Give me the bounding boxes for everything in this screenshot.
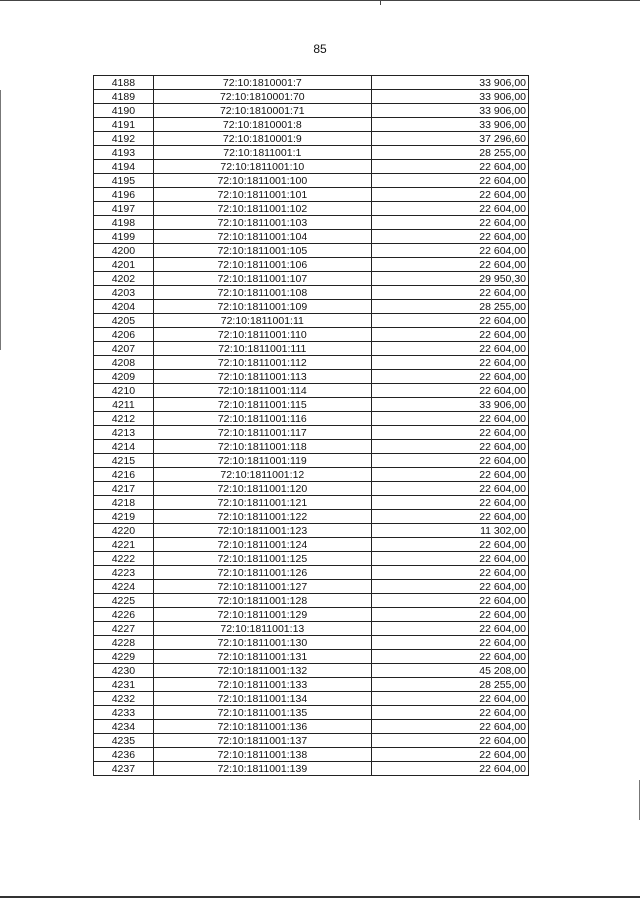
- table-row: [94, 216, 529, 230]
- table-row: [94, 342, 529, 356]
- cadastral-table-wrapper: [93, 75, 529, 776]
- table-row: [94, 636, 529, 650]
- amount-cell: 22 604,00: [371, 384, 528, 398]
- amount-cell: 22 604,00: [371, 552, 528, 566]
- cadastral-number-cell: 72:10:1811001:128: [153, 594, 371, 608]
- cadastral-number-cell: 72:10:1811001:126: [153, 566, 371, 580]
- table-row: [94, 678, 529, 692]
- cadastral-number-cell: 72:10:1811001:125: [153, 552, 371, 566]
- row-number-cell: 4211: [94, 398, 154, 412]
- table-row: [94, 748, 529, 762]
- amount-cell: 22 604,00: [371, 510, 528, 524]
- top-scan-edge: [0, 0, 640, 1]
- cadastral-number-cell: 72:10:1811001:107: [153, 272, 371, 286]
- row-number-cell: 4200: [94, 244, 154, 258]
- cadastral-number-cell: 72:10:1811001:121: [153, 496, 371, 510]
- row-number-cell: 4196: [94, 188, 154, 202]
- row-number-cell: 4213: [94, 426, 154, 440]
- row-number-cell: 4230: [94, 664, 154, 678]
- table-row: [94, 706, 529, 720]
- row-number-cell: 4216: [94, 468, 154, 482]
- cadastral-number-cell: 72:10:1811001:101: [153, 188, 371, 202]
- row-number-cell: 4209: [94, 370, 154, 384]
- amount-cell: 22 604,00: [371, 538, 528, 552]
- row-number-cell: 4192: [94, 132, 154, 146]
- cadastral-number-cell: 72:10:1811001:117: [153, 426, 371, 440]
- row-number-cell: 4228: [94, 636, 154, 650]
- amount-cell: 29 950,30: [371, 272, 528, 286]
- amount-cell: 33 906,00: [371, 76, 528, 90]
- table-row: [94, 426, 529, 440]
- row-number-cell: 4221: [94, 538, 154, 552]
- row-number-cell: 4198: [94, 216, 154, 230]
- row-number-cell: 4218: [94, 496, 154, 510]
- cadastral-number-cell: 72:10:1811001:122: [153, 510, 371, 524]
- cadastral-number-cell: 72:10:1811001:1: [153, 146, 371, 160]
- table-row: [94, 468, 529, 482]
- amount-cell: 28 255,00: [371, 678, 528, 692]
- table-row: [94, 328, 529, 342]
- cadastral-number-cell: 72:10:1811001:105: [153, 244, 371, 258]
- amount-cell: 45 208,00: [371, 664, 528, 678]
- cadastral-number-cell: 72:10:1811001:115: [153, 398, 371, 412]
- amount-cell: 33 906,00: [371, 90, 528, 104]
- row-number-cell: 4206: [94, 328, 154, 342]
- table-row: [94, 398, 529, 412]
- table-row: [94, 356, 529, 370]
- cadastral-number-cell: 72:10:1811001:116: [153, 412, 371, 426]
- cadastral-number-cell: 72:10:1811001:134: [153, 692, 371, 706]
- cadastral-number-cell: 72:10:1811001:119: [153, 454, 371, 468]
- cadastral-number-cell: 72:10:1811001:127: [153, 580, 371, 594]
- amount-cell: 22 604,00: [371, 720, 528, 734]
- table-row: [94, 650, 529, 664]
- cadastral-number-cell: 72:10:1811001:104: [153, 230, 371, 244]
- table-row: [94, 146, 529, 160]
- amount-cell: 22 604,00: [371, 706, 528, 720]
- table-row: [94, 104, 529, 118]
- table-row: [94, 244, 529, 258]
- cadastral-number-cell: 72:10:1811001:11: [153, 314, 371, 328]
- amount-cell: 22 604,00: [371, 188, 528, 202]
- amount-cell: 22 604,00: [371, 202, 528, 216]
- row-number-cell: 4234: [94, 720, 154, 734]
- cadastral-number-cell: 72:10:1810001:8: [153, 118, 371, 132]
- table-row: [94, 202, 529, 216]
- table-row: [94, 118, 529, 132]
- amount-cell: 22 604,00: [371, 244, 528, 258]
- cadastral-number-cell: 72:10:1811001:102: [153, 202, 371, 216]
- cadastral-number-cell: 72:10:1811001:13: [153, 622, 371, 636]
- cadastral-number-cell: 72:10:1811001:135: [153, 706, 371, 720]
- table-row: [94, 692, 529, 706]
- table-row: [94, 664, 529, 678]
- amount-cell: 33 906,00: [371, 104, 528, 118]
- table-row: [94, 314, 529, 328]
- table-row: [94, 440, 529, 454]
- row-number-cell: 4195: [94, 174, 154, 188]
- cadastral-number-cell: 72:10:1811001:10: [153, 160, 371, 174]
- left-scan-edge: [0, 90, 1, 350]
- row-number-cell: 4201: [94, 258, 154, 272]
- table-row: [94, 552, 529, 566]
- table-row: [94, 132, 529, 146]
- table-row: [94, 594, 529, 608]
- top-tick-mark: [380, 0, 381, 5]
- table-row: [94, 734, 529, 748]
- table-row: [94, 412, 529, 426]
- row-number-cell: 4227: [94, 622, 154, 636]
- cadastral-number-cell: 72:10:1811001:112: [153, 356, 371, 370]
- row-number-cell: 4229: [94, 650, 154, 664]
- amount-cell: 22 604,00: [371, 468, 528, 482]
- cadastral-number-cell: 72:10:1811001:123: [153, 524, 371, 538]
- table-row: [94, 580, 529, 594]
- amount-cell: 33 906,00: [371, 118, 528, 132]
- row-number-cell: 4222: [94, 552, 154, 566]
- cadastral-table: [93, 75, 529, 776]
- row-number-cell: 4210: [94, 384, 154, 398]
- amount-cell: 33 906,00: [371, 398, 528, 412]
- row-number-cell: 4212: [94, 412, 154, 426]
- cadastral-number-cell: 72:10:1811001:111: [153, 342, 371, 356]
- row-number-cell: 4225: [94, 594, 154, 608]
- table-row: [94, 300, 529, 314]
- row-number-cell: 4217: [94, 482, 154, 496]
- row-number-cell: 4190: [94, 104, 154, 118]
- row-number-cell: 4232: [94, 692, 154, 706]
- amount-cell: 22 604,00: [371, 426, 528, 440]
- cadastral-number-cell: 72:10:1811001:130: [153, 636, 371, 650]
- table-row: [94, 174, 529, 188]
- amount-cell: 22 604,00: [371, 692, 528, 706]
- cadastral-number-cell: 72:10:1811001:12: [153, 468, 371, 482]
- table-row: [94, 370, 529, 384]
- table-row: [94, 258, 529, 272]
- amount-cell: 22 604,00: [371, 636, 528, 650]
- amount-cell: 22 604,00: [371, 342, 528, 356]
- amount-cell: 22 604,00: [371, 748, 528, 762]
- cadastral-number-cell: 72:10:1811001:137: [153, 734, 371, 748]
- amount-cell: 22 604,00: [371, 762, 528, 776]
- cadastral-number-cell: 72:10:1811001:110: [153, 328, 371, 342]
- amount-cell: 22 604,00: [371, 356, 528, 370]
- row-number-cell: 4191: [94, 118, 154, 132]
- row-number-cell: 4189: [94, 90, 154, 104]
- row-number-cell: 4215: [94, 454, 154, 468]
- row-number-cell: 4207: [94, 342, 154, 356]
- cadastral-number-cell: 72:10:1811001:120: [153, 482, 371, 496]
- amount-cell: 22 604,00: [371, 328, 528, 342]
- amount-cell: 22 604,00: [371, 286, 528, 300]
- table-row: [94, 538, 529, 552]
- cadastral-number-cell: 72:10:1811001:113: [153, 370, 371, 384]
- table-row: [94, 524, 529, 538]
- bottom-scan-edge: [0, 896, 640, 898]
- row-number-cell: 4224: [94, 580, 154, 594]
- cadastral-number-cell: 72:10:1811001:109: [153, 300, 371, 314]
- table-row: [94, 482, 529, 496]
- cadastral-number-cell: 72:10:1810001:70: [153, 90, 371, 104]
- amount-cell: 22 604,00: [371, 608, 528, 622]
- amount-cell: 22 604,00: [371, 258, 528, 272]
- amount-cell: 22 604,00: [371, 496, 528, 510]
- row-number-cell: 4193: [94, 146, 154, 160]
- cadastral-number-cell: 72:10:1810001:7: [153, 76, 371, 90]
- row-number-cell: 4233: [94, 706, 154, 720]
- amount-cell: 22 604,00: [371, 594, 528, 608]
- table-row: [94, 76, 529, 90]
- cadastral-number-cell: 72:10:1811001:133: [153, 678, 371, 692]
- amount-cell: 22 604,00: [371, 454, 528, 468]
- row-number-cell: 4223: [94, 566, 154, 580]
- row-number-cell: 4208: [94, 356, 154, 370]
- table-row: [94, 608, 529, 622]
- table-row: [94, 510, 529, 524]
- row-number-cell: 4231: [94, 678, 154, 692]
- amount-cell: 22 604,00: [371, 216, 528, 230]
- row-number-cell: 4205: [94, 314, 154, 328]
- cadastral-number-cell: 72:10:1811001:129: [153, 608, 371, 622]
- table-row: [94, 720, 529, 734]
- amount-cell: 37 296,60: [371, 132, 528, 146]
- cadastral-number-cell: 72:10:1811001:131: [153, 650, 371, 664]
- row-number-cell: 4202: [94, 272, 154, 286]
- table-body: [94, 76, 529, 776]
- amount-cell: 22 604,00: [371, 314, 528, 328]
- row-number-cell: 4226: [94, 608, 154, 622]
- row-number-cell: 4237: [94, 762, 154, 776]
- table-row: [94, 272, 529, 286]
- row-number-cell: 4204: [94, 300, 154, 314]
- amount-cell: 11 302,00: [371, 524, 528, 538]
- row-number-cell: 4188: [94, 76, 154, 90]
- cadastral-number-cell: 72:10:1811001:124: [153, 538, 371, 552]
- row-number-cell: 4199: [94, 230, 154, 244]
- cadastral-number-cell: 72:10:1810001:71: [153, 104, 371, 118]
- amount-cell: 28 255,00: [371, 300, 528, 314]
- cadastral-number-cell: 72:10:1811001:106: [153, 258, 371, 272]
- table-row: [94, 286, 529, 300]
- cadastral-number-cell: 72:10:1811001:136: [153, 720, 371, 734]
- table-row: [94, 230, 529, 244]
- amount-cell: 22 604,00: [371, 370, 528, 384]
- table-row: [94, 622, 529, 636]
- amount-cell: 22 604,00: [371, 412, 528, 426]
- cadastral-number-cell: 72:10:1811001:118: [153, 440, 371, 454]
- row-number-cell: 4197: [94, 202, 154, 216]
- amount-cell: 22 604,00: [371, 622, 528, 636]
- cadastral-number-cell: 72:10:1811001:100: [153, 174, 371, 188]
- table-row: [94, 496, 529, 510]
- row-number-cell: 4194: [94, 160, 154, 174]
- amount-cell: 22 604,00: [371, 650, 528, 664]
- row-number-cell: 4220: [94, 524, 154, 538]
- amount-cell: 22 604,00: [371, 580, 528, 594]
- amount-cell: 22 604,00: [371, 482, 528, 496]
- amount-cell: 22 604,00: [371, 734, 528, 748]
- amount-cell: 22 604,00: [371, 566, 528, 580]
- cadastral-number-cell: 72:10:1811001:103: [153, 216, 371, 230]
- row-number-cell: 4236: [94, 748, 154, 762]
- row-number-cell: 4219: [94, 510, 154, 524]
- cadastral-number-cell: 72:10:1811001:108: [153, 286, 371, 300]
- table-row: [94, 384, 529, 398]
- row-number-cell: 4235: [94, 734, 154, 748]
- amount-cell: 22 604,00: [371, 440, 528, 454]
- row-number-cell: 4203: [94, 286, 154, 300]
- table-row: [94, 454, 529, 468]
- amount-cell: 22 604,00: [371, 230, 528, 244]
- page-number: 85: [313, 42, 327, 56]
- amount-cell: 22 604,00: [371, 174, 528, 188]
- row-number-cell: 4214: [94, 440, 154, 454]
- table-row: [94, 762, 529, 776]
- amount-cell: 28 255,00: [371, 146, 528, 160]
- table-row: [94, 90, 529, 104]
- cadastral-number-cell: 72:10:1811001:139: [153, 762, 371, 776]
- amount-cell: 22 604,00: [371, 160, 528, 174]
- table-row: [94, 566, 529, 580]
- cadastral-number-cell: 72:10:1811001:132: [153, 664, 371, 678]
- cadastral-number-cell: 72:10:1811001:138: [153, 748, 371, 762]
- cadastral-number-cell: 72:10:1811001:114: [153, 384, 371, 398]
- table-row: [94, 160, 529, 174]
- table-row: [94, 188, 529, 202]
- cadastral-number-cell: 72:10:1810001:9: [153, 132, 371, 146]
